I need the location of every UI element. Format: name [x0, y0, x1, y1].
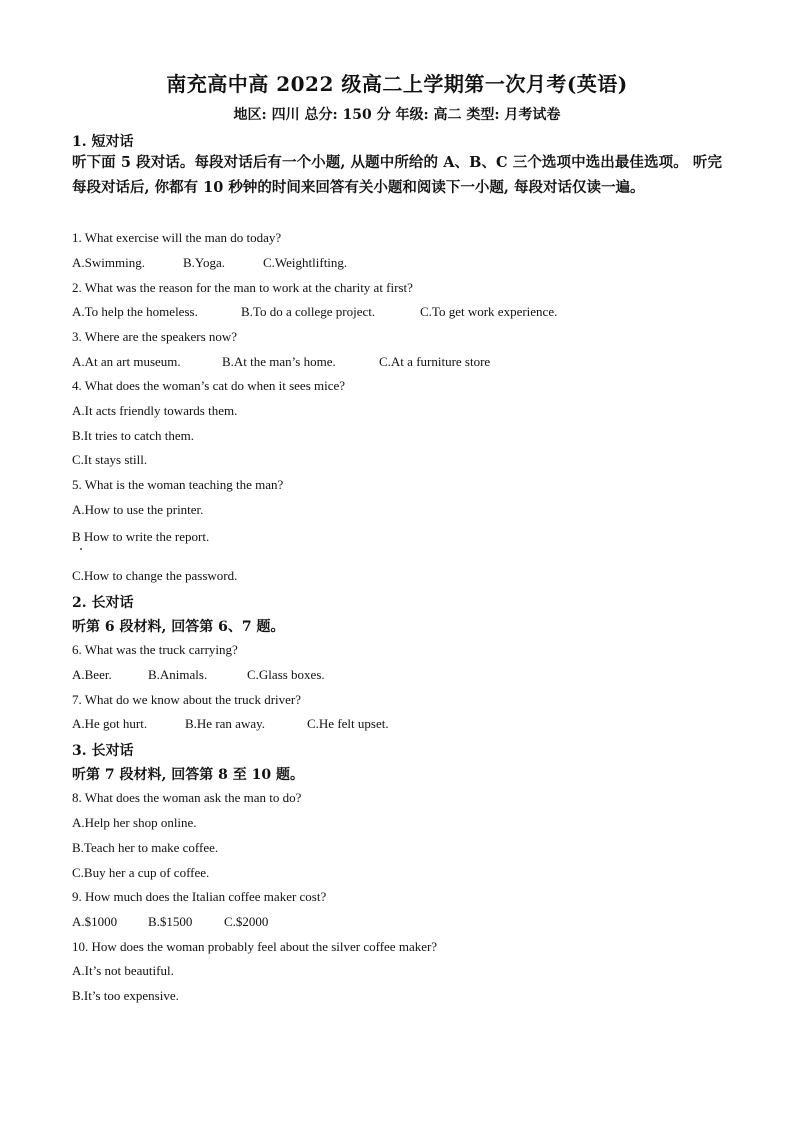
option: C.Weightlifting. [263, 255, 348, 270]
option: C.At a furniture store [379, 354, 491, 369]
option: B How to write the report. [72, 529, 210, 544]
section-instruction: 听第 7 段材料, 回答第 8 至 10 题。 [72, 767, 304, 783]
option: A.Swimming. [72, 255, 145, 270]
option: C.Glass boxes. [247, 667, 325, 682]
option: A.It’s not beautiful. [72, 963, 174, 978]
section-heading: 2. 长对话 [72, 595, 134, 611]
option: C.How to change the password. [72, 568, 238, 583]
option: C.It stays still. [72, 452, 148, 467]
option: A.To help the homeless. [72, 304, 198, 319]
question-stem: 4. What does the woman’s cat do when it sees mice? [72, 378, 346, 393]
option: A.Help her shop online. [72, 815, 197, 830]
option: B.Animals. [148, 667, 208, 682]
option: B.It’s too expensive. [72, 988, 179, 1003]
section-heading: 3. 长对话 [72, 743, 134, 759]
option: B.It tries to catch them. [72, 428, 195, 443]
question-stem: 5. What is the woman teaching the man? [72, 477, 284, 492]
option: A.$1000 [72, 914, 118, 929]
option: A.Beer. [72, 667, 112, 682]
option: B.Teach her to make coffee. [72, 840, 219, 855]
page-title: 南充高中高 2022 级高二上学期第一次月考(英语) [166, 72, 628, 96]
stray-dot [80, 548, 82, 550]
option: B.$1500 [148, 914, 193, 929]
section-instruction: 听第 6 段材料, 回答第 6、7 题。 [72, 619, 285, 635]
option: A.He got hurt. [72, 716, 148, 731]
option: B.To do a college project. [241, 304, 376, 319]
question-stem: 9. How much does the Italian coffee maker cost? [72, 889, 327, 904]
question-stem: 6. What was the truck carrying? [72, 642, 238, 657]
section-heading: 1. 短对话 [72, 134, 134, 150]
question-stem: 7. What do we know about the truck driver? [72, 692, 301, 707]
option: A.How to use the printer. [72, 502, 204, 517]
question-stem: 3. Where are the speakers now? [72, 329, 238, 344]
option: B.He ran away. [185, 716, 266, 731]
option: C.$2000 [224, 914, 269, 929]
question-stem: 8. What does the woman ask the man to do? [72, 790, 302, 805]
option: A.It acts friendly towards them. [72, 403, 238, 418]
question-stem: 2. What was the reason for the man to work at the charity at first? [72, 280, 413, 295]
question-stem: 1. What exercise will the man do today? [72, 230, 282, 245]
exam-meta: 地区: 四川 总分: 150 分 年级: 高二 类型: 月考试卷 [233, 107, 561, 123]
option: C.Buy her a cup of coffee. [72, 865, 210, 880]
question-stem: 10. How does the woman probably feel about the silver coffee maker? [72, 939, 438, 954]
option: B.At the man’s home. [222, 354, 336, 369]
option: A.At an art museum. [72, 354, 181, 369]
section-instruction: 听下面 5 段对话。每段对话后有一个小题, 从题中所给的 A、B、C 三个选项中选出最佳选项。 听完每段对话后, 你都有 10 秒钟的时间来回答有关小题和阅读下一小题, 每段对话仅读一遍。 [72, 154, 722, 196]
option: C.He felt upset. [307, 716, 389, 731]
option: B.Yoga. [183, 255, 226, 270]
option: C.To get work experience. [420, 304, 558, 319]
